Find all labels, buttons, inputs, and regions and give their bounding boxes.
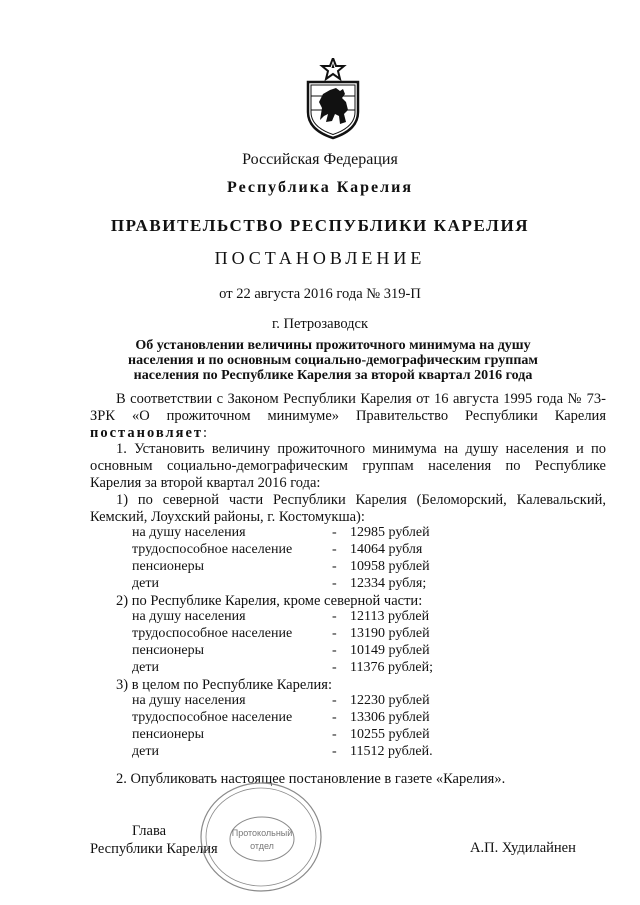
row-label: трудоспособное население xyxy=(132,542,293,558)
subject-line: Об установлении величины прожиточного минимума на душу xyxy=(135,338,531,353)
document-type: ПОСТАНОВЛЕНИЕ xyxy=(214,248,426,268)
row-label: пенсионеры xyxy=(132,726,205,742)
table-row xyxy=(90,744,606,761)
row-dash: - xyxy=(332,626,337,642)
table-row xyxy=(90,542,606,559)
table-row xyxy=(90,710,606,727)
subject-line: населения и по основным социально-демографическим группам xyxy=(128,353,538,368)
table-row xyxy=(90,643,606,660)
date-number: от 22 августа 2016 года № 319-П xyxy=(219,286,421,302)
row-label: на душу населения xyxy=(132,525,246,541)
federation-line: Российская Федерация xyxy=(242,151,398,168)
table-row xyxy=(90,525,606,542)
row-value: 14064 рубля xyxy=(350,542,423,558)
section-title: 1) по северной части Республики Карелия (Беломорский, Калевальский, Кемский, Лоухский районы, г. Костомукша): xyxy=(90,491,606,525)
document-subject xyxy=(110,338,556,383)
document-body xyxy=(90,391,606,787)
coat-of-arms-emblem xyxy=(302,58,364,140)
row-dash: - xyxy=(332,726,337,742)
row-dash: - xyxy=(332,609,337,625)
row-value: 12113 рублей xyxy=(350,609,430,625)
values-table-rest xyxy=(90,609,606,676)
row-label: дети xyxy=(132,659,159,675)
row-dash: - xyxy=(332,743,337,759)
table-row xyxy=(90,609,606,626)
preamble xyxy=(90,391,606,441)
row-value: 10149 рублей xyxy=(350,642,430,658)
row-label: на душу населения xyxy=(132,693,246,709)
row-value: 12230 рублей xyxy=(350,693,430,709)
item-2: 2. Опубликовать настоящее постановление в газете «Карелия». xyxy=(116,770,506,787)
row-dash: - xyxy=(332,542,337,558)
section-title: 3) в целом по Республике Карелия: xyxy=(116,676,332,693)
round-stamp-seal xyxy=(196,778,326,896)
table-row xyxy=(90,660,606,677)
row-dash: - xyxy=(332,659,337,675)
republic-line: Республика Карелия xyxy=(227,179,413,196)
signatory-title-1: Глава xyxy=(132,823,167,839)
preamble-text: В соответствии с Законом Республики Карелия от 16 августа 1995 года № 73-ЗРК «О прожиточном минимуме» Правительство Республики Карелия xyxy=(90,391,606,424)
resolves-word: постановляет xyxy=(90,424,204,441)
preamble-colon: : xyxy=(203,424,208,441)
stamp-text-line-1: Протокольный xyxy=(231,828,293,838)
row-dash: - xyxy=(332,693,337,709)
row-dash: - xyxy=(332,525,337,541)
item-1: 1. Установить величину прожиточного минимума на душу населения и по основным социально-демографическим группам населения по Республике Карелия за второй квартал 2016 года: xyxy=(90,441,606,491)
row-label: пенсионеры xyxy=(132,642,205,658)
row-label: трудоспособное население xyxy=(132,626,293,642)
row-value: 11512 рублей. xyxy=(350,743,433,759)
table-row xyxy=(90,626,606,643)
signatory-name: А.П. Худилайнен xyxy=(470,840,576,856)
row-dash: - xyxy=(332,575,337,591)
row-label: дети xyxy=(132,575,159,591)
values-table-north xyxy=(90,525,606,592)
row-label: на душу населения xyxy=(132,609,246,625)
row-dash: - xyxy=(332,558,337,574)
table-row xyxy=(90,559,606,576)
row-value: 10255 рублей xyxy=(350,726,430,742)
signatory-title-2: Республики Карелия xyxy=(90,841,218,857)
subject-line: населения по Республике Карелия за второй квартал 2016 года xyxy=(133,368,533,383)
table-row xyxy=(90,727,606,744)
table-row xyxy=(90,576,606,593)
city: г. Петрозаводск xyxy=(271,316,369,332)
row-dash: - xyxy=(332,710,337,726)
government-title: ПРАВИТЕЛЬСТВО РЕСПУБЛИКИ КАРЕЛИЯ xyxy=(110,216,530,235)
stamp-text-line-2: отдел xyxy=(250,841,274,851)
row-value: 13190 рублей xyxy=(350,626,430,642)
row-label: трудоспособное население xyxy=(132,710,293,726)
row-value: 11376 рублей; xyxy=(350,659,433,675)
row-value: 12985 рублей xyxy=(350,525,430,541)
table-row xyxy=(90,693,606,710)
values-table-total xyxy=(90,693,606,760)
section-title: 2) по Республике Карелия, кроме северной части: xyxy=(116,592,423,609)
row-value: 12334 рубля; xyxy=(350,575,427,591)
row-dash: - xyxy=(332,642,337,658)
row-label: пенсионеры xyxy=(132,558,205,574)
row-label: дети xyxy=(132,743,159,759)
row-value: 13306 рублей xyxy=(350,710,430,726)
row-value: 10958 рублей xyxy=(350,558,430,574)
